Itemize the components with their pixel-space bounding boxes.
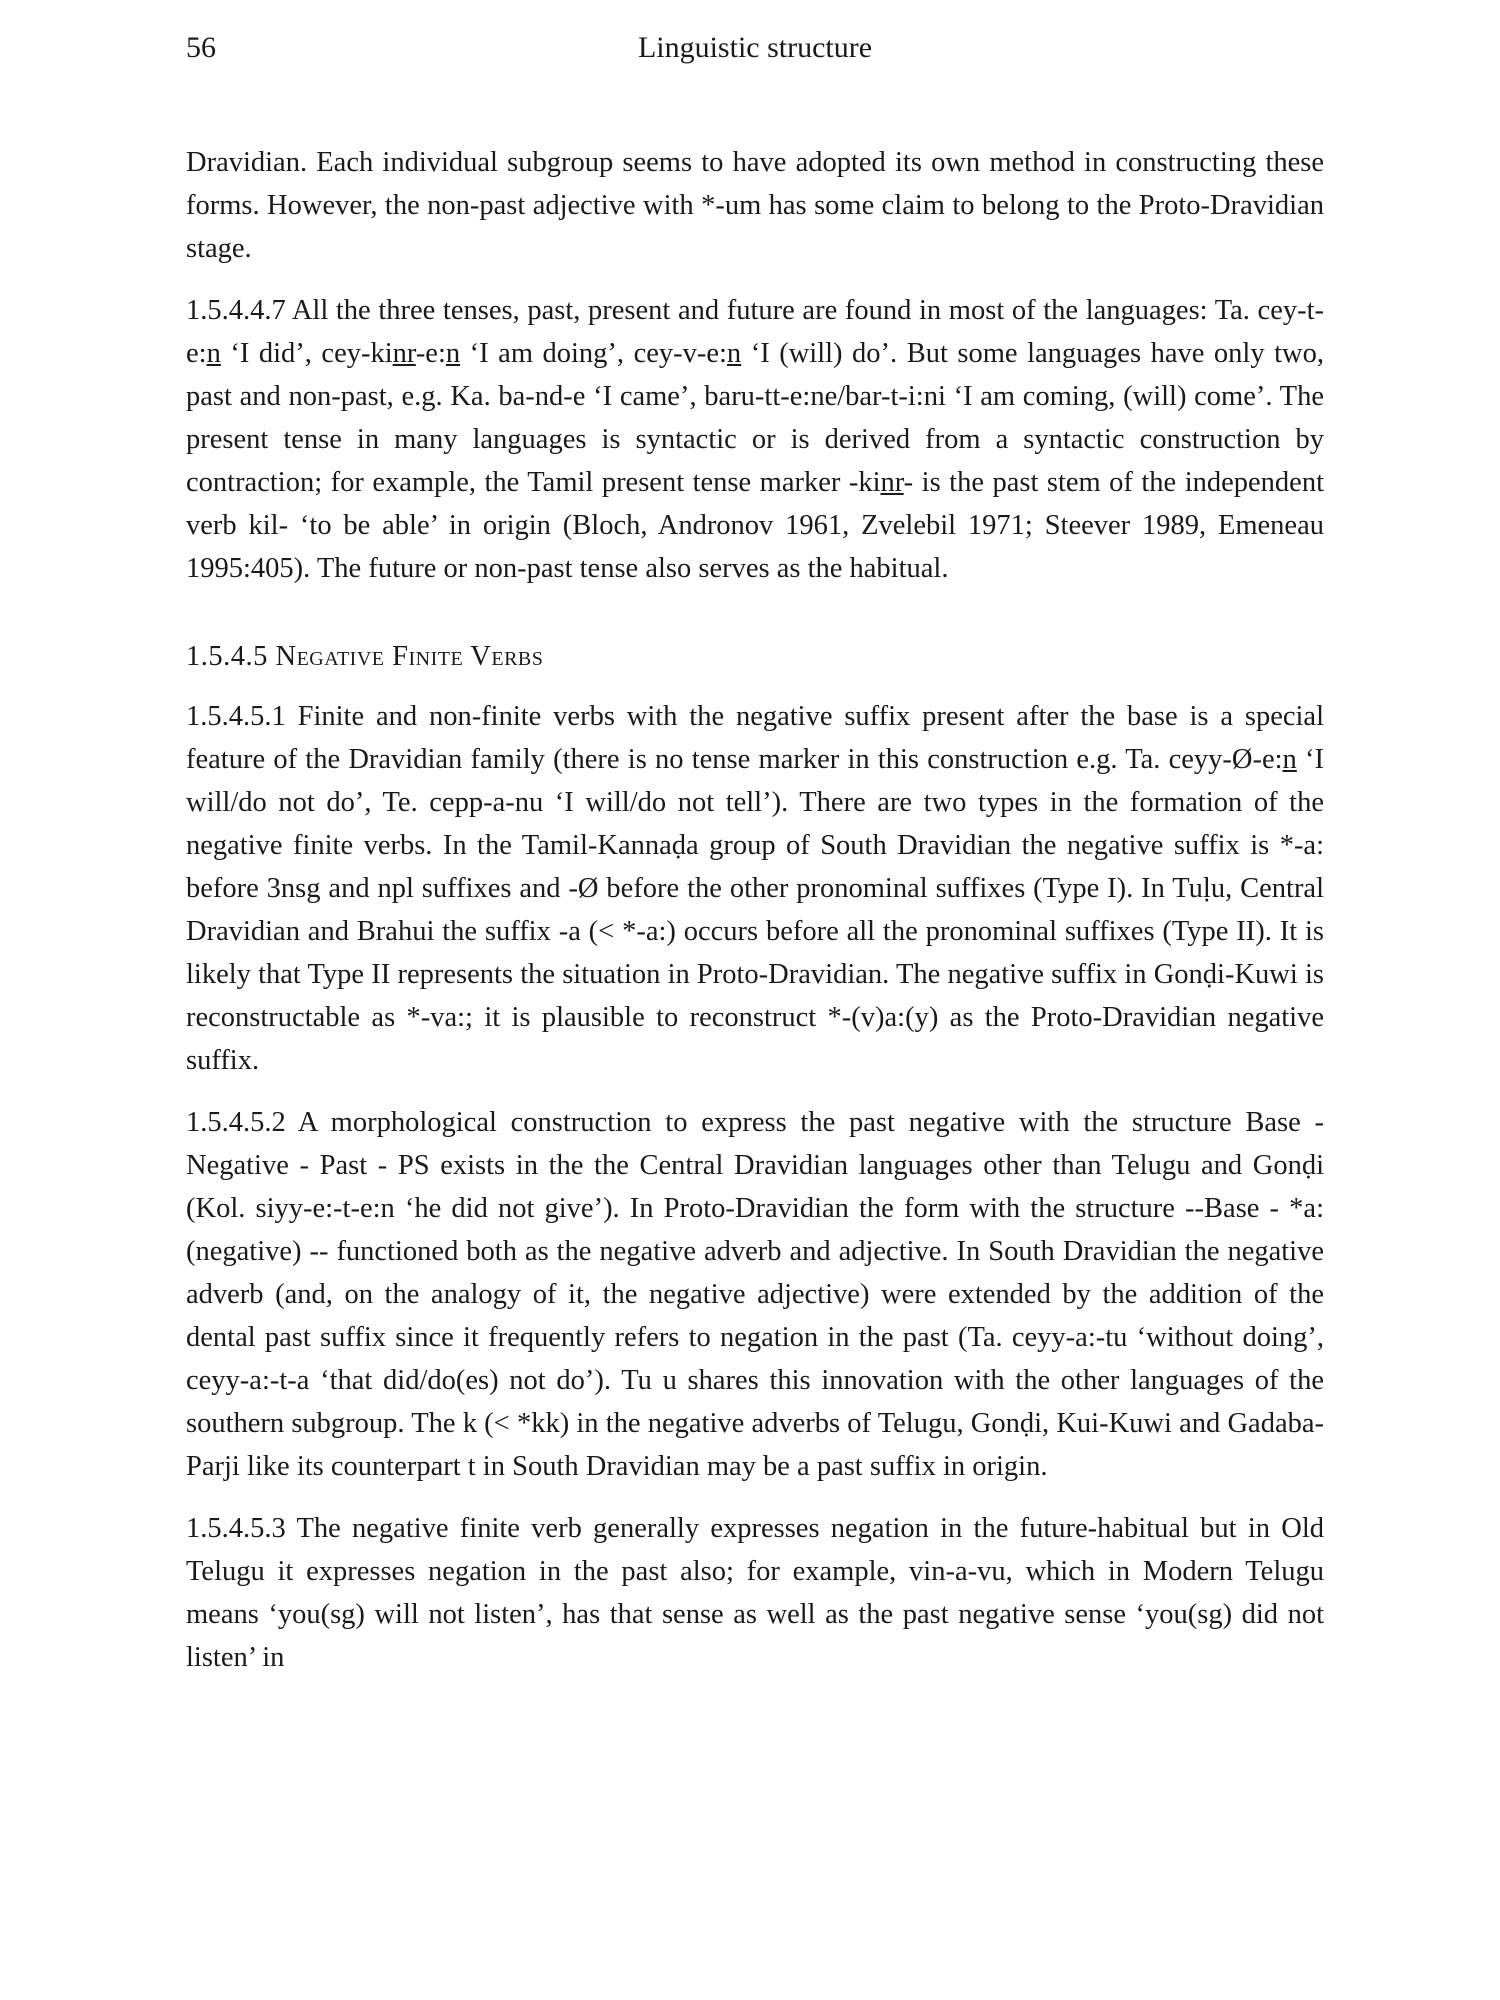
paragraph-text: All the three tenses, past, present and future are found in most of the languages: Ta. cey-t-e: [186,295,1324,369]
paragraph-1-5-4-4-7 [186,289,1324,590]
section-number: 1.5.4.5.1 [186,701,286,732]
underlined-segment: n [1282,744,1297,775]
running-title: Linguistic structure [637,31,873,64]
paragraph-1-5-4-5-1 [186,695,1324,1082]
paragraph-text: The negative finite verb generally expresses negation in the future-habitual but in Old Telugu it expresses negation in the past also; for example, vin-a-vu, which in Modern Telugu means ‘you(sg) will not listen’, has that sense as well as the past negative sense ‘you(sg) did not listen’ in [186,1513,1324,1673]
book-page [186,0,1324,2000]
paragraph-text: ‘I am doing’, cey-v-e: [460,338,727,369]
section-heading: 1.5.4.5 Negative Finite Verbs [186,641,544,672]
paragraph-text: - is the past stem of the independent verb kil- ‘to be able’ in origin (Bloch, Andronov 1961, Zvelebil 1971; Steever 1989, Emeneau 1995:405). The future or non-past tense also serves as the habitual. [186,467,1324,584]
paragraph-text: A morphological construction to express the past negative with the structure Base - Negative - Past - PS exists in the the Central Dravidian languages other than Telugu and Gonḍi (Kol. siyy-e:-t-e:n ‘he did not give’). In Proto-Dravidian the form with the structure --Base - *a: (negative) -- functioned both as the negative adverb and adjective. In South Dravidian the negative adverb (and, on the analogy of it, the negative adjective) were extended by the addition of the dental past suffix since it frequently refers to negation in the past (Ta. ceyy-a:-tu ‘without doing’, ceyy-a:-t-a ‘that did/do(es) not do’). Tu u shares this innovation with the other languages of the southern subgroup. The k (< *kk) in the negative adverbs of Telugu, Gonḍi, Kui-Kuwi and Gadaba-Parji like its counterpart t in South Dravidian may be a past suffix in origin. [186,1107,1324,1482]
body-text [186,141,1324,1698]
page-number: 56 [186,31,216,64]
section-number: 1.5.4.5.3 [186,1513,286,1544]
underlined-segment: nr [392,338,416,369]
paragraph-text: -e: [415,338,446,369]
underlined-segment: nr [880,467,904,498]
underlined-segment: n [206,338,221,369]
paragraph-text: ‘I will/do not do’, Te. cepp-a-nu ‘I will/do not tell’). There are two types in the formation of the negative finite verbs. In the Tamil-Kannaḍa group of South Dravidian the negative suffix is *-a: before 3nsg and npl suffixes and -Ø before the other pronominal suffixes (Type I). In Tuḷu, Central Dravidian and Brahui the suffix -a (< *-a:) occurs before all the pronominal suffixes (Type II). It is likely that Type II represents the situation in Proto-Dravidian. The negative suffix in Gonḍi-Kuwi is reconstructable as *-va:; it is plausible to reconstruct *-(v)a:(y) as the Proto-Dravidian negative suffix. [186,744,1324,1076]
running-head [186,28,1324,68]
section-number: 1.5.4.5.2 [186,1107,286,1138]
underlined-segment: n [726,338,742,369]
paragraph-1-5-4-5-2 [186,1101,1324,1488]
paragraph-1-5-4-5-3 [186,1507,1324,1679]
paragraph-text: Finite and non-finite verbs with the negative suffix present after the base is a special feature of the Dravidian family (there is no tense marker in this construction e.g. Ta. ceyy-Ø-e: [186,701,1324,775]
section-number: 1.5.4.4.7 [186,295,286,326]
paragraph-text: ‘I (will) do’. But some languages have only two, past and non-past, e.g. Ka. ba-nd-e ‘I came’, baru-tt-e:ne/bar-t-i:ni ‘I am coming, (will) come’. The present tense in many languages is syntactic or is derived from a syntactic construction by contraction; for example, the Tamil present tense marker -ki [186,338,1324,498]
paragraph-text: ‘I did’, cey-ki [220,338,393,369]
underlined-segment: n [445,338,461,369]
paragraph-continuation: Dravidian. Each individual subgroup seems to have adopted its own method in constructing these forms. However, the non-past adjective with *-um has some claim to belong to the Proto-Dravidian stage. [186,147,1324,264]
